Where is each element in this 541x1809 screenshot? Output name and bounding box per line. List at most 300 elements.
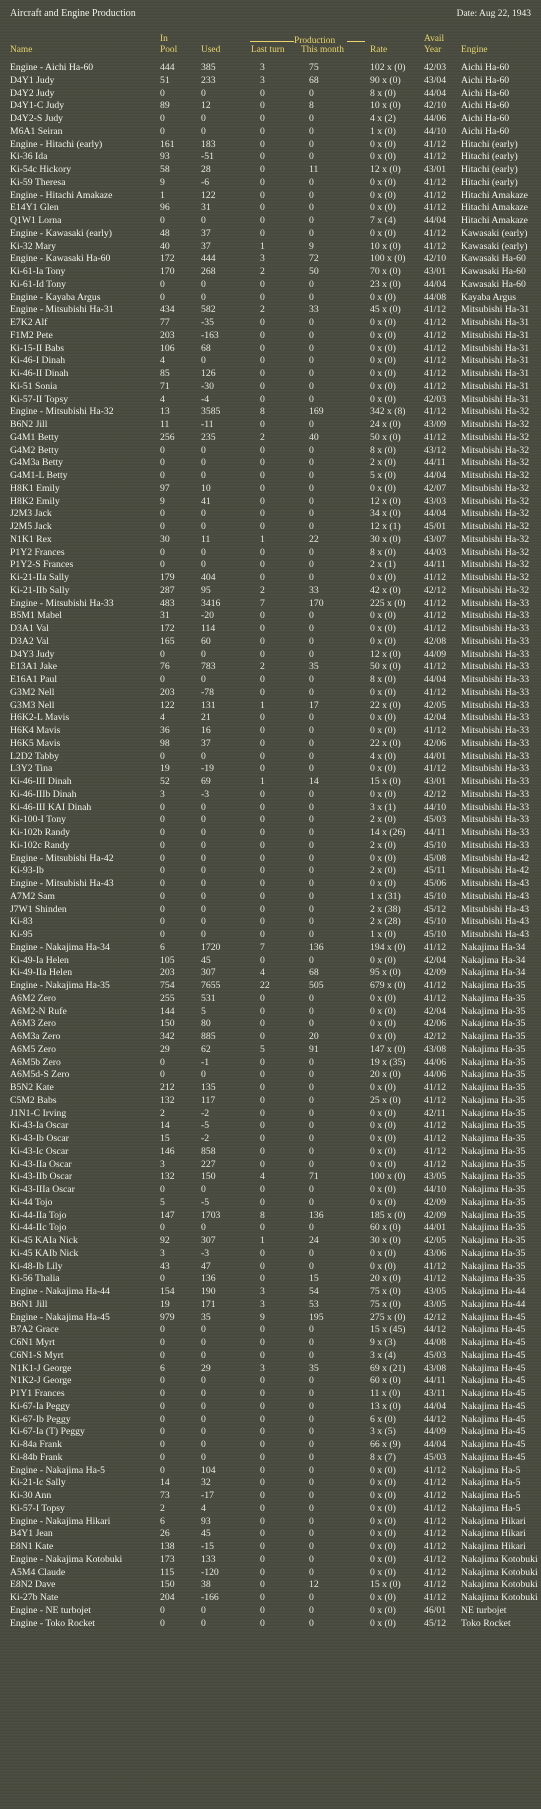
table-row[interactable] <box>0 598 541 611</box>
cell-name[interactable]: Ki-43-Ia Oscar <box>10 1120 69 1132</box>
col-header-last-turn[interactable]: Last turn <box>251 45 285 55</box>
table-row[interactable] <box>0 1197 541 1210</box>
table-row[interactable] <box>0 1031 541 1044</box>
table-row[interactable] <box>0 355 541 368</box>
cell-name[interactable]: Ki-45 KAIa Nick <box>10 1235 78 1246</box>
table-row[interactable] <box>0 1541 541 1554</box>
table-row[interactable] <box>0 534 541 547</box>
table-row[interactable] <box>0 241 541 254</box>
table-row[interactable] <box>0 1503 541 1516</box>
cell-name[interactable]: Ki-21-IIa Sally <box>10 572 69 583</box>
table-row[interactable] <box>0 88 541 101</box>
cell-name[interactable]: C6N1-S Myrt <box>10 1349 64 1361</box>
cell-last: 0 <box>260 1502 265 1514</box>
cell-rate: 30 x (0) <box>370 1235 401 1246</box>
table-row[interactable] <box>0 840 541 853</box>
cell-name[interactable]: Ki-102b Randy <box>10 827 71 838</box>
table-row[interactable] <box>0 789 541 802</box>
table-row[interactable] <box>0 253 541 266</box>
cell-name[interactable]: P1Y2-S Frances <box>10 559 74 571</box>
table-row[interactable] <box>0 521 541 534</box>
cell-name[interactable]: Ki-15-II Babs <box>10 342 65 354</box>
cell-name[interactable]: A6M2 Zero <box>10 992 57 1004</box>
cell-name[interactable]: Engine - Toko Rocket <box>10 1617 95 1629</box>
cell-name[interactable]: Engine - Nakajima Hikari <box>10 1515 111 1527</box>
table-row[interactable] <box>0 1082 541 1095</box>
cell-name[interactable]: P1Y1 Frances <box>10 1388 65 1399</box>
table-row[interactable] <box>0 661 541 674</box>
col-header-used[interactable]: Used <box>201 45 221 55</box>
table-row[interactable] <box>0 942 541 955</box>
cell-name[interactable]: Ki-27b Nate <box>10 1592 59 1603</box>
cell-name[interactable]: B5M1 Mabel <box>10 610 62 622</box>
table-row[interactable] <box>0 1528 541 1541</box>
table-row[interactable] <box>0 1401 541 1414</box>
cell-name[interactable]: Ki-46-III Dinah <box>10 776 72 787</box>
cell-name[interactable]: Engine - Nakajima Ha-34 <box>10 941 110 953</box>
cell-name[interactable]: A6M3a Zero <box>10 1031 61 1042</box>
cell-name[interactable]: Ki-46-I Dinah <box>10 355 66 367</box>
cell-pool: 0 <box>160 1451 165 1463</box>
cell-name[interactable]: Ki-44-IIa Tojo <box>10 1209 67 1221</box>
cell-name[interactable]: G3M2 Nell <box>10 686 55 698</box>
cell-used: 385 <box>201 62 216 73</box>
cell-name[interactable]: Ki-61-Ia Tony <box>10 266 66 277</box>
cell-name[interactable]: Ki-36 Ida <box>10 151 48 163</box>
cell-name[interactable]: P1Y2 Frances <box>10 546 65 558</box>
table-row[interactable] <box>0 394 541 407</box>
cell-engine: Kawasaki Ha-60 <box>461 253 526 265</box>
cell-name[interactable]: Ki-44-IIc Tojo <box>10 1222 67 1234</box>
cell-name[interactable]: Ki-83 <box>10 916 33 928</box>
table-row[interactable] <box>0 738 541 751</box>
cell-pool: 0 <box>160 546 165 558</box>
table-row[interactable] <box>0 559 541 572</box>
table-row[interactable] <box>0 700 541 713</box>
cell-name[interactable]: N1K1 Rex <box>10 533 52 545</box>
cell-engine: Mitsubishi Ha-32 <box>461 444 530 456</box>
cell-name[interactable]: L3Y2 Tina <box>10 763 53 775</box>
cell-name[interactable]: A6M5 Zero <box>10 1043 57 1055</box>
table-row[interactable] <box>0 457 541 470</box>
table-row[interactable] <box>0 763 541 776</box>
table-row[interactable] <box>0 636 541 649</box>
cell-name[interactable]: N1K1-J George <box>10 1362 72 1374</box>
cell-used: 0 <box>201 929 206 940</box>
table-row[interactable] <box>0 1414 541 1427</box>
cell-name[interactable]: Engine - NE turbojet <box>10 1604 91 1616</box>
table-row[interactable] <box>0 1567 541 1580</box>
table-row[interactable] <box>0 1261 541 1274</box>
table-row[interactable] <box>0 164 541 177</box>
cell-name[interactable]: A6M5d-S Zero <box>10 1069 70 1081</box>
cell-name[interactable]: D3A1 Val <box>10 623 49 634</box>
cell-month: 0 <box>309 725 314 736</box>
cell-month: 0 <box>309 610 314 622</box>
cell-name[interactable]: J1N1-C Irving <box>10 1107 67 1119</box>
table-row[interactable] <box>0 1324 541 1337</box>
cell-rate: 0 x (0) <box>370 1502 396 1514</box>
table-row[interactable] <box>0 712 541 725</box>
cell-engine: Nakajima Ha-45 <box>461 1400 526 1412</box>
cell-name[interactable]: Engine - Mitsubishi Ha-42 <box>10 852 114 864</box>
table-row[interactable] <box>0 1184 541 1197</box>
table-row[interactable] <box>0 190 541 203</box>
cell-name[interactable]: G4M1-L Betty <box>10 470 68 481</box>
table-row[interactable] <box>0 228 541 241</box>
cell-name[interactable]: Ki-102c Randy <box>10 839 70 851</box>
cell-name[interactable]: D4Y3 Judy <box>10 648 55 660</box>
table-row[interactable] <box>0 572 541 585</box>
cell-pool: 0 <box>160 508 165 520</box>
cell-name[interactable]: Ki-57-I Topsy <box>10 1502 65 1514</box>
cell-used: 783 <box>201 661 216 673</box>
cell-name[interactable]: Ki-43-Ib Oscar <box>10 1133 69 1144</box>
table-row[interactable] <box>0 406 541 419</box>
cell-name[interactable]: Engine - Aichi Ha-60 <box>10 62 94 73</box>
table-row[interactable] <box>0 610 541 623</box>
cell-month: 0 <box>309 1528 314 1540</box>
table-row[interactable] <box>0 1273 541 1286</box>
cell-name[interactable]: Ki-46-II Dinah <box>10 368 69 379</box>
cell-name[interactable]: Ki-43-IIIa Oscar <box>10 1184 75 1195</box>
cell-name[interactable]: A5M4 Claude <box>10 1566 66 1578</box>
cell-pool: 105 <box>160 954 175 966</box>
table-row[interactable] <box>0 1465 541 1478</box>
cell-name[interactable]: Engine - Hitachi (early) <box>10 138 103 150</box>
table-row[interactable] <box>0 1452 541 1465</box>
cell-name[interactable]: J2M3 Jack <box>10 508 52 520</box>
cell-name[interactable]: Ki-67-Ib Peggy <box>10 1413 71 1425</box>
cell-rate: 3 x (5) <box>370 1426 396 1438</box>
table-row[interactable] <box>0 1605 541 1618</box>
cell-name[interactable]: Ki-59 Theresa <box>10 176 66 188</box>
cell-name[interactable]: Ki-46-III KAI Dinah <box>10 801 92 813</box>
cell-avail: 45/01 <box>424 521 447 532</box>
cell-name[interactable]: B6N1 Jill <box>10 1298 48 1310</box>
cell-pool: 5 <box>160 1196 165 1208</box>
cell-used: 0 <box>201 674 206 685</box>
table-row[interactable] <box>0 100 541 113</box>
table-row[interactable] <box>0 1477 541 1490</box>
cell-used: 0 <box>201 444 206 456</box>
cell-name[interactable]: Engine - Kawasaki Ha-60 <box>10 253 111 265</box>
table-row[interactable] <box>0 1248 541 1261</box>
table-row[interactable] <box>0 126 541 139</box>
cell-name[interactable]: D4Y2-S Judy <box>10 113 64 124</box>
col-header-rate[interactable]: Rate <box>370 45 388 55</box>
table-row[interactable] <box>0 687 541 700</box>
table-row[interactable] <box>0 878 541 891</box>
table-row[interactable] <box>0 292 541 305</box>
cell-name[interactable]: Ki-43-IIa Oscar <box>10 1158 72 1170</box>
cell-name[interactable]: A6M2-N Rufe <box>10 1005 67 1017</box>
table-row[interactable] <box>0 1490 541 1503</box>
table-row[interactable] <box>0 1069 541 1082</box>
cell-name[interactable]: Ki-44 Tojo <box>10 1196 53 1208</box>
table-row[interactable] <box>0 343 541 356</box>
table-row[interactable] <box>0 75 541 88</box>
table-row[interactable] <box>0 1426 541 1439</box>
cell-name[interactable]: Ki-67-Ia Peggy <box>10 1400 70 1412</box>
table-row[interactable] <box>0 432 541 445</box>
table-row[interactable] <box>0 1579 541 1592</box>
cell-name[interactable]: Engine - Nakajima Ha-45 <box>10 1311 110 1323</box>
cell-name[interactable]: M6A1 Seiran <box>10 125 63 137</box>
cell-name[interactable]: Engine - Nakajima Ha-35 <box>10 980 110 991</box>
table-row[interactable] <box>0 955 541 968</box>
table-row[interactable] <box>0 62 541 75</box>
col-header-this-month[interactable]: This month <box>301 45 344 55</box>
cell-name[interactable]: G4M3a Betty <box>10 457 64 469</box>
table-row[interactable] <box>0 330 541 343</box>
table-row[interactable] <box>0 814 541 827</box>
cell-pool: 754 <box>160 980 175 991</box>
cell-name[interactable]: D3A2 Val <box>10 635 49 647</box>
cell-rate: 22 x (0) <box>370 699 401 711</box>
cell-last: 0 <box>260 1477 265 1489</box>
table-row[interactable] <box>0 1312 541 1325</box>
cell-name[interactable]: Ki-100-I Tony <box>10 814 66 826</box>
table-row[interactable] <box>0 916 541 929</box>
table-row[interactable] <box>0 1018 541 1031</box>
table-row[interactable] <box>0 215 541 228</box>
cell-name[interactable]: Ki-32 Mary <box>10 240 57 252</box>
cell-name[interactable]: Ki-56 Thalia <box>10 1273 60 1285</box>
cell-engine: Mitsubishi Ha-32 <box>461 470 530 481</box>
cell-name[interactable]: Engine - Nakajima Kotobuki <box>10 1553 123 1565</box>
cell-avail: 41/12 <box>424 941 447 953</box>
table-row[interactable] <box>0 725 541 738</box>
cell-rate: 2 x (38) <box>370 903 401 915</box>
cell-name[interactable]: Ki-21-IIb Sally <box>10 584 70 596</box>
cell-name[interactable]: A6M5b Zero <box>10 1056 61 1068</box>
table-row[interactable] <box>0 304 541 317</box>
table-row[interactable] <box>0 891 541 904</box>
table-row[interactable] <box>0 1057 541 1070</box>
cell-name[interactable]: H6K4 Mavis <box>10 725 61 736</box>
table-row[interactable] <box>0 1108 541 1121</box>
cell-name[interactable]: Engine - Mitsubishi Ha-31 <box>10 304 114 316</box>
table-row[interactable] <box>0 1516 541 1529</box>
cell-name[interactable]: Ki-84b Frank <box>10 1451 63 1463</box>
table-row[interactable] <box>0 483 541 496</box>
table-row[interactable] <box>0 202 541 215</box>
cell-name[interactable]: B4Y1 Jean <box>10 1528 53 1540</box>
table-row[interactable] <box>0 113 541 126</box>
table-row[interactable] <box>0 496 541 509</box>
cell-name[interactable]: Ki-49-IIa Helen <box>10 967 73 979</box>
table-row[interactable] <box>0 419 541 432</box>
cell-name[interactable]: Ki-93-Ib <box>10 865 44 877</box>
cell-name[interactable]: Engine - Mitsubishi Ha-32 <box>10 406 114 418</box>
table-row[interactable] <box>0 1210 541 1223</box>
table-row[interactable] <box>0 853 541 866</box>
table-row[interactable] <box>0 967 541 980</box>
table-row[interactable] <box>0 151 541 164</box>
table-row[interactable] <box>0 1299 541 1312</box>
cell-rate: 0 x (0) <box>370 1158 396 1170</box>
cell-name[interactable]: Ki-48-Ib Lily <box>10 1260 63 1272</box>
cell-name[interactable]: Ki-46-IIIb Dinah <box>10 788 77 800</box>
table-row[interactable] <box>0 1439 541 1452</box>
cell-name[interactable]: Engine - Nakajima Ha-5 <box>10 1464 105 1476</box>
cell-pool: 89 <box>160 100 170 112</box>
cell-name[interactable]: Ki-49-Ia Helen <box>10 954 69 966</box>
table-row[interactable] <box>0 381 541 394</box>
cell-engine: Nakajima Ha-35 <box>461 1222 526 1234</box>
cell-name[interactable]: D4Y1 Judy <box>10 74 55 86</box>
cell-name[interactable]: C6N1 Myrt <box>10 1337 55 1348</box>
cell-last: 0 <box>260 457 265 469</box>
table-row[interactable] <box>0 1592 541 1605</box>
cell-name[interactable]: H6K2-L Mavis <box>10 712 70 724</box>
cell-name[interactable]: B7A2 Grace <box>10 1324 59 1336</box>
table-row[interactable] <box>0 547 541 560</box>
table-row[interactable] <box>0 776 541 789</box>
cell-name[interactable]: Ki-61-Id Tony <box>10 278 66 290</box>
cell-name[interactable]: Q1W1 Lorna <box>10 215 62 226</box>
cell-name[interactable]: Ki-43-Ic Oscar <box>10 1145 69 1157</box>
table-row[interactable] <box>0 1350 541 1363</box>
table-row[interactable] <box>0 1337 541 1350</box>
col-header-pool[interactable]: Pool <box>160 45 178 55</box>
table-row[interactable] <box>0 802 541 815</box>
table-row[interactable] <box>0 904 541 917</box>
table-row[interactable] <box>0 980 541 993</box>
table-row[interactable] <box>0 445 541 458</box>
cell-avail: 41/12 <box>424 623 447 634</box>
cell-name[interactable]: H8K1 Emily <box>10 482 60 494</box>
table-row[interactable] <box>0 1388 541 1401</box>
table-row[interactable] <box>0 827 541 840</box>
cell-name[interactable]: Ki-30 Ann <box>10 1490 52 1501</box>
cell-month: 17 <box>309 699 319 711</box>
table-row[interactable] <box>0 1554 541 1567</box>
cell-name[interactable]: J7W1 Shinden <box>10 903 67 915</box>
cell-name[interactable]: F1M2 Pete <box>10 329 53 341</box>
cell-name[interactable]: Engine - Kayaba Argus <box>10 291 101 303</box>
table-row[interactable] <box>0 751 541 764</box>
table-row[interactable] <box>0 470 541 483</box>
cell-used: -3 <box>201 788 210 800</box>
table-row[interactable] <box>0 1146 541 1159</box>
table-row[interactable] <box>0 368 541 381</box>
cell-name[interactable]: N1K2-J George <box>10 1375 72 1387</box>
cell-name[interactable]: H8K2 Emily <box>10 495 60 507</box>
table-row[interactable] <box>0 1159 541 1172</box>
cell-pool: 0 <box>160 1617 165 1629</box>
cell-name[interactable]: C5M2 Babs <box>10 1094 57 1106</box>
cell-name[interactable]: Engine - Mitsubishi Ha-33 <box>10 597 114 609</box>
table-row[interactable] <box>0 865 541 878</box>
table-row[interactable] <box>0 649 541 662</box>
cell-name[interactable]: E16A1 Paul <box>10 674 58 685</box>
cell-name[interactable]: D4Y1-C Judy <box>10 100 65 112</box>
cell-name[interactable]: E8N1 Kate <box>10 1541 54 1552</box>
cell-name[interactable]: D4Y2 Judy <box>10 87 55 99</box>
cell-used: 11 <box>201 533 211 545</box>
cell-last: 0 <box>260 1515 265 1527</box>
cell-name[interactable]: Ki-43-IIb Oscar <box>10 1171 73 1183</box>
cell-pool: 11 <box>160 419 170 430</box>
table-row[interactable] <box>0 623 541 636</box>
cell-name[interactable]: Engine - Mitsubishi Ha-43 <box>10 878 114 889</box>
col-header-year[interactable]: Year <box>424 45 442 55</box>
table-row[interactable] <box>0 1095 541 1108</box>
table-row[interactable] <box>0 139 541 152</box>
cell-rate: 19 x (35) <box>370 1056 406 1068</box>
cell-name[interactable]: E13A1 Jake <box>10 661 58 673</box>
cell-name[interactable]: Ki-67-Ia (T) Peggy <box>10 1426 85 1438</box>
table-row[interactable] <box>0 1044 541 1057</box>
cell-name[interactable]: E7K2 Alf <box>10 317 48 328</box>
table-row[interactable] <box>0 317 541 330</box>
cell-name[interactable]: G4M2 Betty <box>10 444 59 456</box>
cell-name[interactable]: H6K5 Mavis <box>10 737 61 749</box>
cell-name[interactable]: B5N2 Kate <box>10 1082 54 1093</box>
table-row[interactable] <box>0 585 541 598</box>
cell-name[interactable]: J2M5 Jack <box>10 521 52 532</box>
table-row[interactable] <box>0 1618 541 1631</box>
table-row[interactable] <box>0 993 541 1006</box>
table-row[interactable] <box>0 1133 541 1146</box>
table-row[interactable] <box>0 1222 541 1235</box>
cell-rate: 2 x (0) <box>370 814 396 826</box>
table-row[interactable] <box>0 177 541 190</box>
cell-name[interactable]: G4M1 Betty <box>10 431 59 443</box>
cell-name[interactable]: Engine - Hitachi Amakaze <box>10 189 113 201</box>
table-row[interactable] <box>0 266 541 279</box>
table-row[interactable] <box>0 1363 541 1376</box>
cell-engine: Nakajima Ha-35 <box>461 1094 526 1106</box>
cell-name[interactable]: G3M3 Nell <box>10 699 55 711</box>
table-row[interactable] <box>0 279 541 292</box>
table-row[interactable] <box>0 1375 541 1388</box>
cell-name[interactable]: E8N2 Dave <box>10 1579 56 1591</box>
table-row[interactable] <box>0 508 541 521</box>
cell-name[interactable]: Ki-51 Sonia <box>10 380 58 392</box>
cell-name[interactable]: E14Y1 Glen <box>10 202 59 214</box>
col-header-engine[interactable]: Engine <box>461 45 488 55</box>
cell-last: 0 <box>260 100 265 112</box>
cell-month: 0 <box>309 227 314 239</box>
table-row[interactable] <box>0 1006 541 1019</box>
cell-name[interactable]: L2D2 Tabby <box>10 750 59 762</box>
cell-name[interactable]: A7M2 Sam <box>10 890 55 902</box>
cell-name[interactable]: Ki-95 <box>10 929 33 940</box>
col-header-name[interactable]: Name <box>10 45 33 55</box>
cell-last: 0 <box>260 1617 265 1629</box>
cell-name[interactable]: Ki-45 KAIb Nick <box>10 1247 79 1259</box>
cell-name[interactable]: Ki-57-II Topsy <box>10 393 69 405</box>
cell-name[interactable]: Engine - Nakajima Ha-44 <box>10 1286 110 1297</box>
table-row[interactable] <box>0 1120 541 1133</box>
table-row[interactable] <box>0 1171 541 1184</box>
cell-name[interactable]: A6M3 Zero <box>10 1018 57 1030</box>
cell-name[interactable]: B6N2 Jill <box>10 419 48 430</box>
cell-last: 0 <box>260 1400 265 1412</box>
table-row[interactable] <box>0 929 541 942</box>
cell-pool: 0 <box>160 839 165 851</box>
cell-name[interactable]: Ki-84a Frank <box>10 1439 62 1450</box>
table-row[interactable] <box>0 1235 541 1248</box>
table-row[interactable] <box>0 1286 541 1299</box>
cell-name[interactable]: Engine - Kawasaki (early) <box>10 227 112 239</box>
cell-name[interactable]: Ki-54c Hickory <box>10 164 72 175</box>
cell-name[interactable]: Ki-21-Ic Sally <box>10 1477 66 1489</box>
table-row[interactable] <box>0 674 541 687</box>
